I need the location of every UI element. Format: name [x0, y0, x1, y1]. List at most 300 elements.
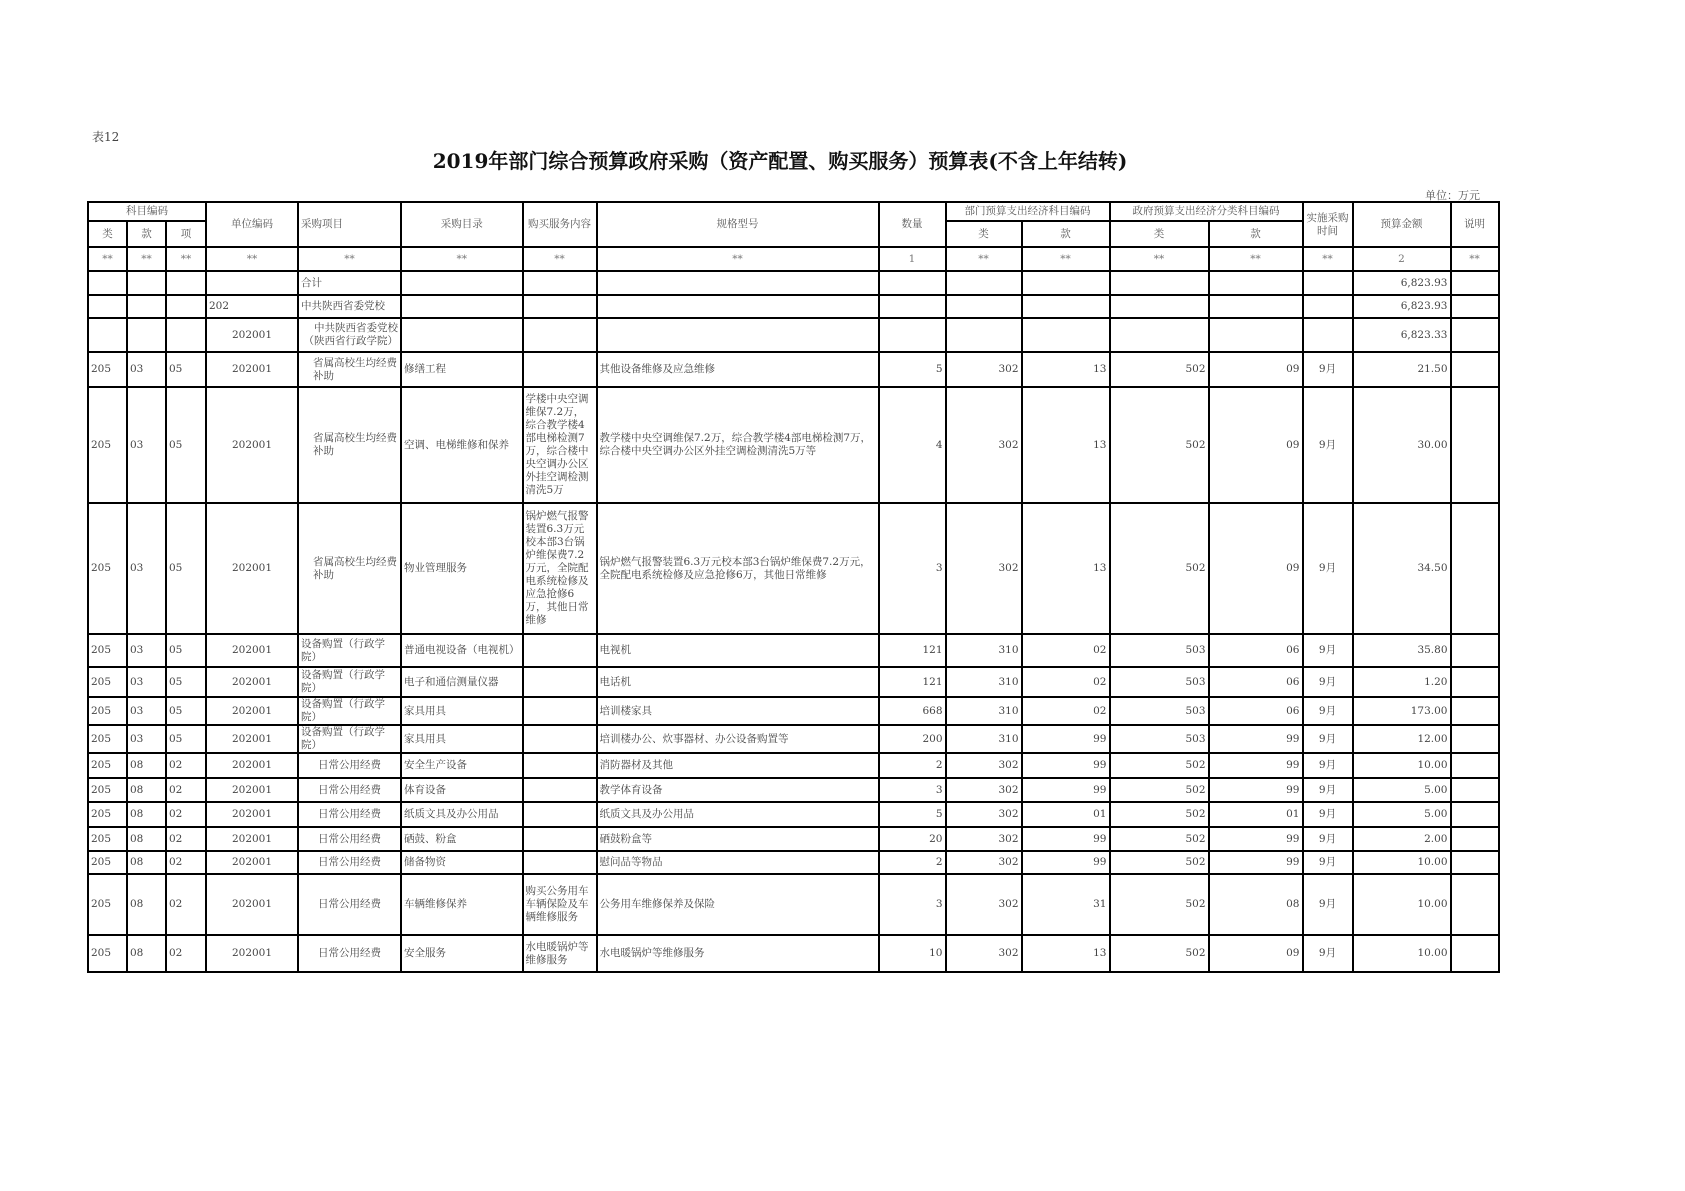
amount-cell: 1.20	[1353, 667, 1451, 697]
unit-code-cell: 202001	[206, 874, 298, 935]
lei-cell: 205	[88, 851, 127, 874]
service-content-cell	[523, 667, 597, 697]
gov-kuan-cell: 99	[1209, 725, 1303, 753]
header-quantity: 数量	[879, 202, 946, 247]
index-cell: **	[523, 247, 597, 271]
catalog-cell: 普通电视设备（电视机）	[401, 634, 523, 667]
dept-kuan-cell: 99	[1022, 778, 1110, 802]
impl-time-cell: 9月	[1303, 753, 1353, 778]
table-cell	[879, 318, 946, 352]
impl-time-cell: 9月	[1303, 697, 1353, 725]
kuan-cell: 03	[127, 634, 166, 667]
gov-kuan-cell: 01	[1209, 802, 1303, 827]
note-cell	[1451, 697, 1499, 725]
amount-cell: 2.00	[1353, 827, 1451, 851]
table-cell	[1451, 318, 1499, 352]
index-cell: **	[1451, 247, 1499, 271]
dept-lei-cell: 302	[946, 935, 1022, 972]
table-cell	[1303, 318, 1353, 352]
xiang-cell: 02	[166, 874, 206, 935]
table-row	[88, 802, 1499, 827]
proc-item-cell: 日常公用经费	[298, 935, 401, 972]
unit-code-cell: 202001	[206, 634, 298, 667]
kuan-cell: 08	[127, 827, 166, 851]
lei-cell: 205	[88, 667, 127, 697]
catalog-cell: 安全生产设备	[401, 753, 523, 778]
gov-kuan-cell: 09	[1209, 935, 1303, 972]
amount-cell: 12.00	[1353, 725, 1451, 753]
table-cell	[1022, 271, 1110, 295]
quantity-cell: 5	[879, 802, 946, 827]
spec-cell: 电视机	[597, 634, 879, 667]
index-cell: **	[946, 247, 1022, 271]
proc-item-cell: 设备购置（行政学院）	[298, 667, 401, 697]
dept-lei-cell: 302	[946, 387, 1022, 503]
proc-item-cell: 设备购置（行政学院）	[298, 697, 401, 725]
spec-cell: 慰问品等物品	[597, 851, 879, 874]
note-cell	[1451, 753, 1499, 778]
kuan-cell: 08	[127, 935, 166, 972]
catalog-cell: 家具用具	[401, 697, 523, 725]
quantity-cell: 668	[879, 697, 946, 725]
gov-lei-cell: 502	[1110, 874, 1209, 935]
unit-code-cell: 202	[206, 295, 298, 318]
table-cell	[1110, 318, 1209, 352]
xiang-cell: 05	[166, 697, 206, 725]
catalog-cell: 硒鼓、粉盒	[401, 827, 523, 851]
lei-cell: 205	[88, 387, 127, 503]
table-cell	[523, 271, 597, 295]
header-budget-amount: 预算金额	[1353, 202, 1451, 247]
dept-kuan-cell: 13	[1022, 352, 1110, 387]
quantity-cell: 5	[879, 352, 946, 387]
spec-cell: 培训楼办公、炊事器材、办公设备购置等	[597, 725, 879, 753]
lei-cell: 205	[88, 503, 127, 634]
dept-kuan-cell: 13	[1022, 935, 1110, 972]
quantity-cell: 2	[879, 753, 946, 778]
note-cell	[1451, 667, 1499, 697]
quantity-cell: 3	[879, 874, 946, 935]
unit-code-cell: 202001	[206, 827, 298, 851]
table-row	[88, 874, 1499, 935]
amount-cell: 10.00	[1353, 753, 1451, 778]
index-cell: **	[166, 247, 206, 271]
gov-kuan-cell: 99	[1209, 851, 1303, 874]
catalog-cell: 储备物资	[401, 851, 523, 874]
table-cell	[1110, 295, 1209, 318]
table-cell	[88, 295, 127, 318]
table-cell	[127, 271, 166, 295]
table-cell	[879, 295, 946, 318]
proc-item-cell: 省属高校生均经费补助	[298, 387, 401, 503]
header-unit-code: 单位编码	[206, 202, 298, 247]
impl-time-cell: 9月	[1303, 667, 1353, 697]
proc-item-cell: 设备购置（行政学院）	[298, 634, 401, 667]
amount-cell: 34.50	[1353, 503, 1451, 634]
impl-time-cell: 9月	[1303, 352, 1353, 387]
unit-code-cell	[206, 271, 298, 295]
dept-lei-cell: 310	[946, 725, 1022, 753]
proc-item-cell: 日常公用经费	[298, 827, 401, 851]
quantity-cell: 200	[879, 725, 946, 753]
table-row	[88, 753, 1499, 778]
gov-lei-cell: 502	[1110, 753, 1209, 778]
dept-kuan-cell: 99	[1022, 851, 1110, 874]
table-cell	[127, 318, 166, 352]
dept-lei-cell: 302	[946, 778, 1022, 802]
table-cell	[88, 271, 127, 295]
header-service-content: 购买服务内容	[523, 202, 597, 247]
table-cell	[597, 271, 879, 295]
kuan-cell: 08	[127, 802, 166, 827]
gov-kuan-cell: 06	[1209, 634, 1303, 667]
kuan-cell: 08	[127, 753, 166, 778]
service-content-cell	[523, 778, 597, 802]
catalog-cell: 空调、电梯维修和保养	[401, 387, 523, 503]
xiang-cell: 05	[166, 352, 206, 387]
dept-kuan-cell: 99	[1022, 827, 1110, 851]
table-cell	[401, 318, 523, 352]
dept-kuan-cell: 01	[1022, 802, 1110, 827]
table-cell	[1022, 318, 1110, 352]
kuan-cell: 03	[127, 503, 166, 634]
unit-code-cell: 202001	[206, 667, 298, 697]
table-cell	[946, 318, 1022, 352]
service-content-cell	[523, 802, 597, 827]
spec-cell: 电话机	[597, 667, 879, 697]
table-cell	[166, 295, 206, 318]
service-content-cell	[523, 827, 597, 851]
impl-time-cell: 9月	[1303, 503, 1353, 634]
gov-lei-cell: 502	[1110, 851, 1209, 874]
spec-cell: 公务用车维修保养及保险	[597, 874, 879, 935]
lei-cell: 205	[88, 753, 127, 778]
unit-code-cell: 202001	[206, 778, 298, 802]
lei-cell: 205	[88, 874, 127, 935]
impl-time-cell: 9月	[1303, 778, 1353, 802]
impl-time-cell: 9月	[1303, 387, 1353, 503]
lei-cell: 205	[88, 778, 127, 802]
header-dept-lei: 类	[946, 221, 1022, 247]
index-cell: 2	[1353, 247, 1451, 271]
header-dept-econ-code: 部门预算支出经济科目编码	[946, 202, 1110, 221]
table-row	[88, 387, 1499, 503]
kuan-cell: 08	[127, 778, 166, 802]
table-row	[88, 352, 1499, 387]
xiang-cell: 05	[166, 503, 206, 634]
note-cell	[1451, 802, 1499, 827]
gov-lei-cell: 502	[1110, 503, 1209, 634]
gov-lei-cell: 503	[1110, 667, 1209, 697]
header-lei: 类	[88, 221, 127, 247]
table-cell	[1209, 271, 1303, 295]
index-cell: **	[127, 247, 166, 271]
spec-cell: 消防器材及其他	[597, 753, 879, 778]
xiang-cell: 02	[166, 935, 206, 972]
spec-cell: 锅炉燃气报警装置6.3万元校本部3台锅炉维保费7.2万元，全院配电系统检修及应急抢修6万，其他日常维修	[597, 503, 879, 634]
table-cell	[401, 271, 523, 295]
note-cell	[1451, 503, 1499, 634]
index-cell: **	[1022, 247, 1110, 271]
header-proc-item: 采购项目	[298, 202, 401, 247]
proc-item-cell: 省属高校生均经费补助	[298, 503, 401, 634]
table-cell	[1022, 295, 1110, 318]
dept-lei-cell: 302	[946, 827, 1022, 851]
amount-cell: 173.00	[1353, 697, 1451, 725]
header-kuan: 款	[127, 221, 166, 247]
gov-lei-cell: 503	[1110, 697, 1209, 725]
table-row	[88, 667, 1499, 697]
unit-code-cell: 202001	[206, 352, 298, 387]
index-cell: **	[401, 247, 523, 271]
lei-cell: 205	[88, 802, 127, 827]
proc-item-cell: 日常公用经费	[298, 778, 401, 802]
spec-cell: 教学体育设备	[597, 778, 879, 802]
table-number: 表12	[92, 130, 120, 144]
spec-cell: 纸质文具及办公用品	[597, 802, 879, 827]
index-cell: **	[597, 247, 879, 271]
service-content-cell	[523, 725, 597, 753]
index-cell: **	[1303, 247, 1353, 271]
proc-item-cell: 省属高校生均经费补助	[298, 352, 401, 387]
service-content-cell: 学楼中央空调维保7.2万，综合教学楼4部电梯检测7万，综合楼中央空调办公区外挂空调检测清洗5万	[523, 387, 597, 503]
proc-item-cell: 日常公用经费	[298, 753, 401, 778]
quantity-cell: 3	[879, 503, 946, 634]
gov-kuan-cell: 99	[1209, 827, 1303, 851]
index-cell: **	[298, 247, 401, 271]
kuan-cell: 08	[127, 874, 166, 935]
unit-code-cell: 202001	[206, 697, 298, 725]
unit-code-cell: 202001	[206, 725, 298, 753]
table-row	[88, 503, 1499, 634]
impl-time-cell: 9月	[1303, 851, 1353, 874]
lei-cell: 205	[88, 725, 127, 753]
dept-lei-cell: 310	[946, 667, 1022, 697]
lei-cell: 205	[88, 827, 127, 851]
xiang-cell: 05	[166, 387, 206, 503]
quantity-cell: 10	[879, 935, 946, 972]
note-cell	[1451, 725, 1499, 753]
summary-row	[88, 295, 1499, 318]
page-title: 2019年部门综合预算政府采购（资产配置、购买服务）预算表(不含上年结转)	[432, 149, 1128, 173]
gov-lei-cell: 502	[1110, 778, 1209, 802]
impl-time-cell: 9月	[1303, 634, 1353, 667]
note-cell	[1451, 851, 1499, 874]
table-cell	[946, 271, 1022, 295]
table-row	[88, 697, 1499, 725]
catalog-cell: 体育设备	[401, 778, 523, 802]
spec-cell: 硒鼓粉盒等	[597, 827, 879, 851]
quantity-cell: 4	[879, 387, 946, 503]
gov-lei-cell: 502	[1110, 935, 1209, 972]
xiang-cell: 02	[166, 851, 206, 874]
gov-kuan-cell: 99	[1209, 778, 1303, 802]
header-spec: 规格型号	[597, 202, 879, 247]
xiang-cell: 02	[166, 802, 206, 827]
service-content-cell	[523, 697, 597, 725]
dept-kuan-cell: 31	[1022, 874, 1110, 935]
impl-time-cell: 9月	[1303, 802, 1353, 827]
proc-item-cell: 中共陕西省委党校（陕西省行政学院）	[298, 318, 401, 352]
header-gov-econ-code: 政府预算支出经济分类科目编码	[1110, 202, 1303, 221]
unit-code-cell: 202001	[206, 387, 298, 503]
table-cell	[1451, 271, 1499, 295]
dept-kuan-cell: 13	[1022, 387, 1110, 503]
table-cell	[88, 318, 127, 352]
gov-kuan-cell: 08	[1209, 874, 1303, 935]
dept-lei-cell: 310	[946, 697, 1022, 725]
table-cell	[946, 295, 1022, 318]
table-cell	[1451, 295, 1499, 318]
dept-kuan-cell: 02	[1022, 634, 1110, 667]
table-cell	[597, 318, 879, 352]
catalog-cell: 电子和通信测量仪器	[401, 667, 523, 697]
kuan-cell: 08	[127, 851, 166, 874]
unit-code-cell: 202001	[206, 935, 298, 972]
table-row	[88, 935, 1499, 972]
amount-cell: 5.00	[1353, 802, 1451, 827]
xiang-cell: 02	[166, 753, 206, 778]
table-cell	[1110, 271, 1209, 295]
dept-kuan-cell: 99	[1022, 725, 1110, 753]
lei-cell: 205	[88, 697, 127, 725]
table-row	[88, 827, 1499, 851]
unit-code-cell: 202001	[206, 753, 298, 778]
proc-item-cell: 合计	[298, 271, 401, 295]
quantity-cell: 2	[879, 851, 946, 874]
unit-code-cell: 202001	[206, 802, 298, 827]
amount-cell: 10.00	[1353, 851, 1451, 874]
table-cell	[1303, 271, 1353, 295]
dept-kuan-cell: 99	[1022, 753, 1110, 778]
catalog-cell: 车辆维修保养	[401, 874, 523, 935]
kuan-cell: 03	[127, 697, 166, 725]
table-cell	[166, 318, 206, 352]
lei-cell: 205	[88, 935, 127, 972]
header-proc-catalog: 采购目录	[401, 202, 523, 247]
dept-lei-cell: 310	[946, 634, 1022, 667]
impl-time-cell: 9月	[1303, 935, 1353, 972]
amount-cell: 5.00	[1353, 778, 1451, 802]
impl-time-cell: 9月	[1303, 827, 1353, 851]
amount-cell: 6,823.33	[1353, 318, 1451, 352]
unit-code-cell: 202001	[206, 851, 298, 874]
spec-cell: 培训楼家具	[597, 697, 879, 725]
note-cell	[1451, 778, 1499, 802]
summary-row	[88, 318, 1499, 352]
header-xiang: 项	[166, 221, 206, 247]
table-row	[88, 851, 1499, 874]
spec-cell: 水电暖锅炉等维修服务	[597, 935, 879, 972]
index-cell: **	[1110, 247, 1209, 271]
table-cell	[166, 271, 206, 295]
table-cell	[1209, 295, 1303, 318]
unit-code-cell: 202001	[206, 503, 298, 634]
header-impl-time: 实施采购时间	[1303, 202, 1353, 247]
catalog-cell: 安全服务	[401, 935, 523, 972]
table-row	[88, 634, 1499, 667]
table-cell	[523, 295, 597, 318]
amount-cell: 10.00	[1353, 935, 1451, 972]
index-cell: **	[1209, 247, 1303, 271]
gov-lei-cell: 502	[1110, 387, 1209, 503]
table-cell	[1303, 295, 1353, 318]
service-content-cell	[523, 753, 597, 778]
gov-kuan-cell: 09	[1209, 503, 1303, 634]
gov-lei-cell: 502	[1110, 827, 1209, 851]
lei-cell: 205	[88, 634, 127, 667]
xiang-cell: 02	[166, 827, 206, 851]
index-cell: **	[88, 247, 127, 271]
xiang-cell: 05	[166, 667, 206, 697]
amount-cell: 30.00	[1353, 387, 1451, 503]
gov-kuan-cell: 06	[1209, 697, 1303, 725]
xiang-cell: 05	[166, 725, 206, 753]
spec-cell: 其他设备维修及应急维修	[597, 352, 879, 387]
proc-item-cell: 中共陕西省委党校	[298, 295, 401, 318]
header-gov-lei: 类	[1110, 221, 1209, 247]
header-subject-code: 科目编码	[88, 202, 206, 221]
unit-label: 单位：万元	[1425, 189, 1480, 202]
table-row	[88, 725, 1499, 753]
proc-item-cell: 日常公用经费	[298, 802, 401, 827]
quantity-cell: 121	[879, 634, 946, 667]
catalog-cell: 修缮工程	[401, 352, 523, 387]
service-content-cell	[523, 634, 597, 667]
dept-lei-cell: 302	[946, 352, 1022, 387]
impl-time-cell: 9月	[1303, 725, 1353, 753]
lei-cell: 205	[88, 352, 127, 387]
gov-kuan-cell: 99	[1209, 753, 1303, 778]
header-note: 说明	[1451, 202, 1499, 247]
dept-lei-cell: 302	[946, 851, 1022, 874]
note-cell	[1451, 634, 1499, 667]
gov-lei-cell: 502	[1110, 802, 1209, 827]
impl-time-cell: 9月	[1303, 874, 1353, 935]
amount-cell: 6,823.93	[1353, 271, 1451, 295]
xiang-cell: 02	[166, 778, 206, 802]
service-content-cell: 水电暖锅炉等维修服务	[523, 935, 597, 972]
unit-code-cell: 202001	[206, 318, 298, 352]
amount-cell: 6,823.93	[1353, 295, 1451, 318]
amount-cell: 21.50	[1353, 352, 1451, 387]
spec-cell: 教学楼中央空调维保7.2万，综合教学楼4部电梯检测7万，综合楼中央空调办公区外挂空调检测清洗5万等	[597, 387, 879, 503]
table-cell	[879, 271, 946, 295]
dept-lei-cell: 302	[946, 802, 1022, 827]
service-content-cell: 购买公务用车车辆保险及车辆维修服务	[523, 874, 597, 935]
gov-lei-cell: 502	[1110, 352, 1209, 387]
quantity-cell: 3	[879, 778, 946, 802]
dept-lei-cell: 302	[946, 874, 1022, 935]
procurement-budget-table	[87, 201, 1500, 973]
dept-lei-cell: 302	[946, 753, 1022, 778]
gov-lei-cell: 503	[1110, 725, 1209, 753]
amount-cell: 10.00	[1353, 874, 1451, 935]
note-cell	[1451, 874, 1499, 935]
kuan-cell: 03	[127, 352, 166, 387]
dept-kuan-cell: 13	[1022, 503, 1110, 634]
quantity-cell: 20	[879, 827, 946, 851]
table-cell	[127, 295, 166, 318]
proc-item-cell: 日常公用经费	[298, 874, 401, 935]
index-cell: **	[206, 247, 298, 271]
table-row	[88, 778, 1499, 802]
note-cell	[1451, 387, 1499, 503]
proc-item-cell: 日常公用经费	[298, 851, 401, 874]
kuan-cell: 03	[127, 387, 166, 503]
gov-lei-cell: 503	[1110, 634, 1209, 667]
catalog-cell: 家具用具	[401, 725, 523, 753]
